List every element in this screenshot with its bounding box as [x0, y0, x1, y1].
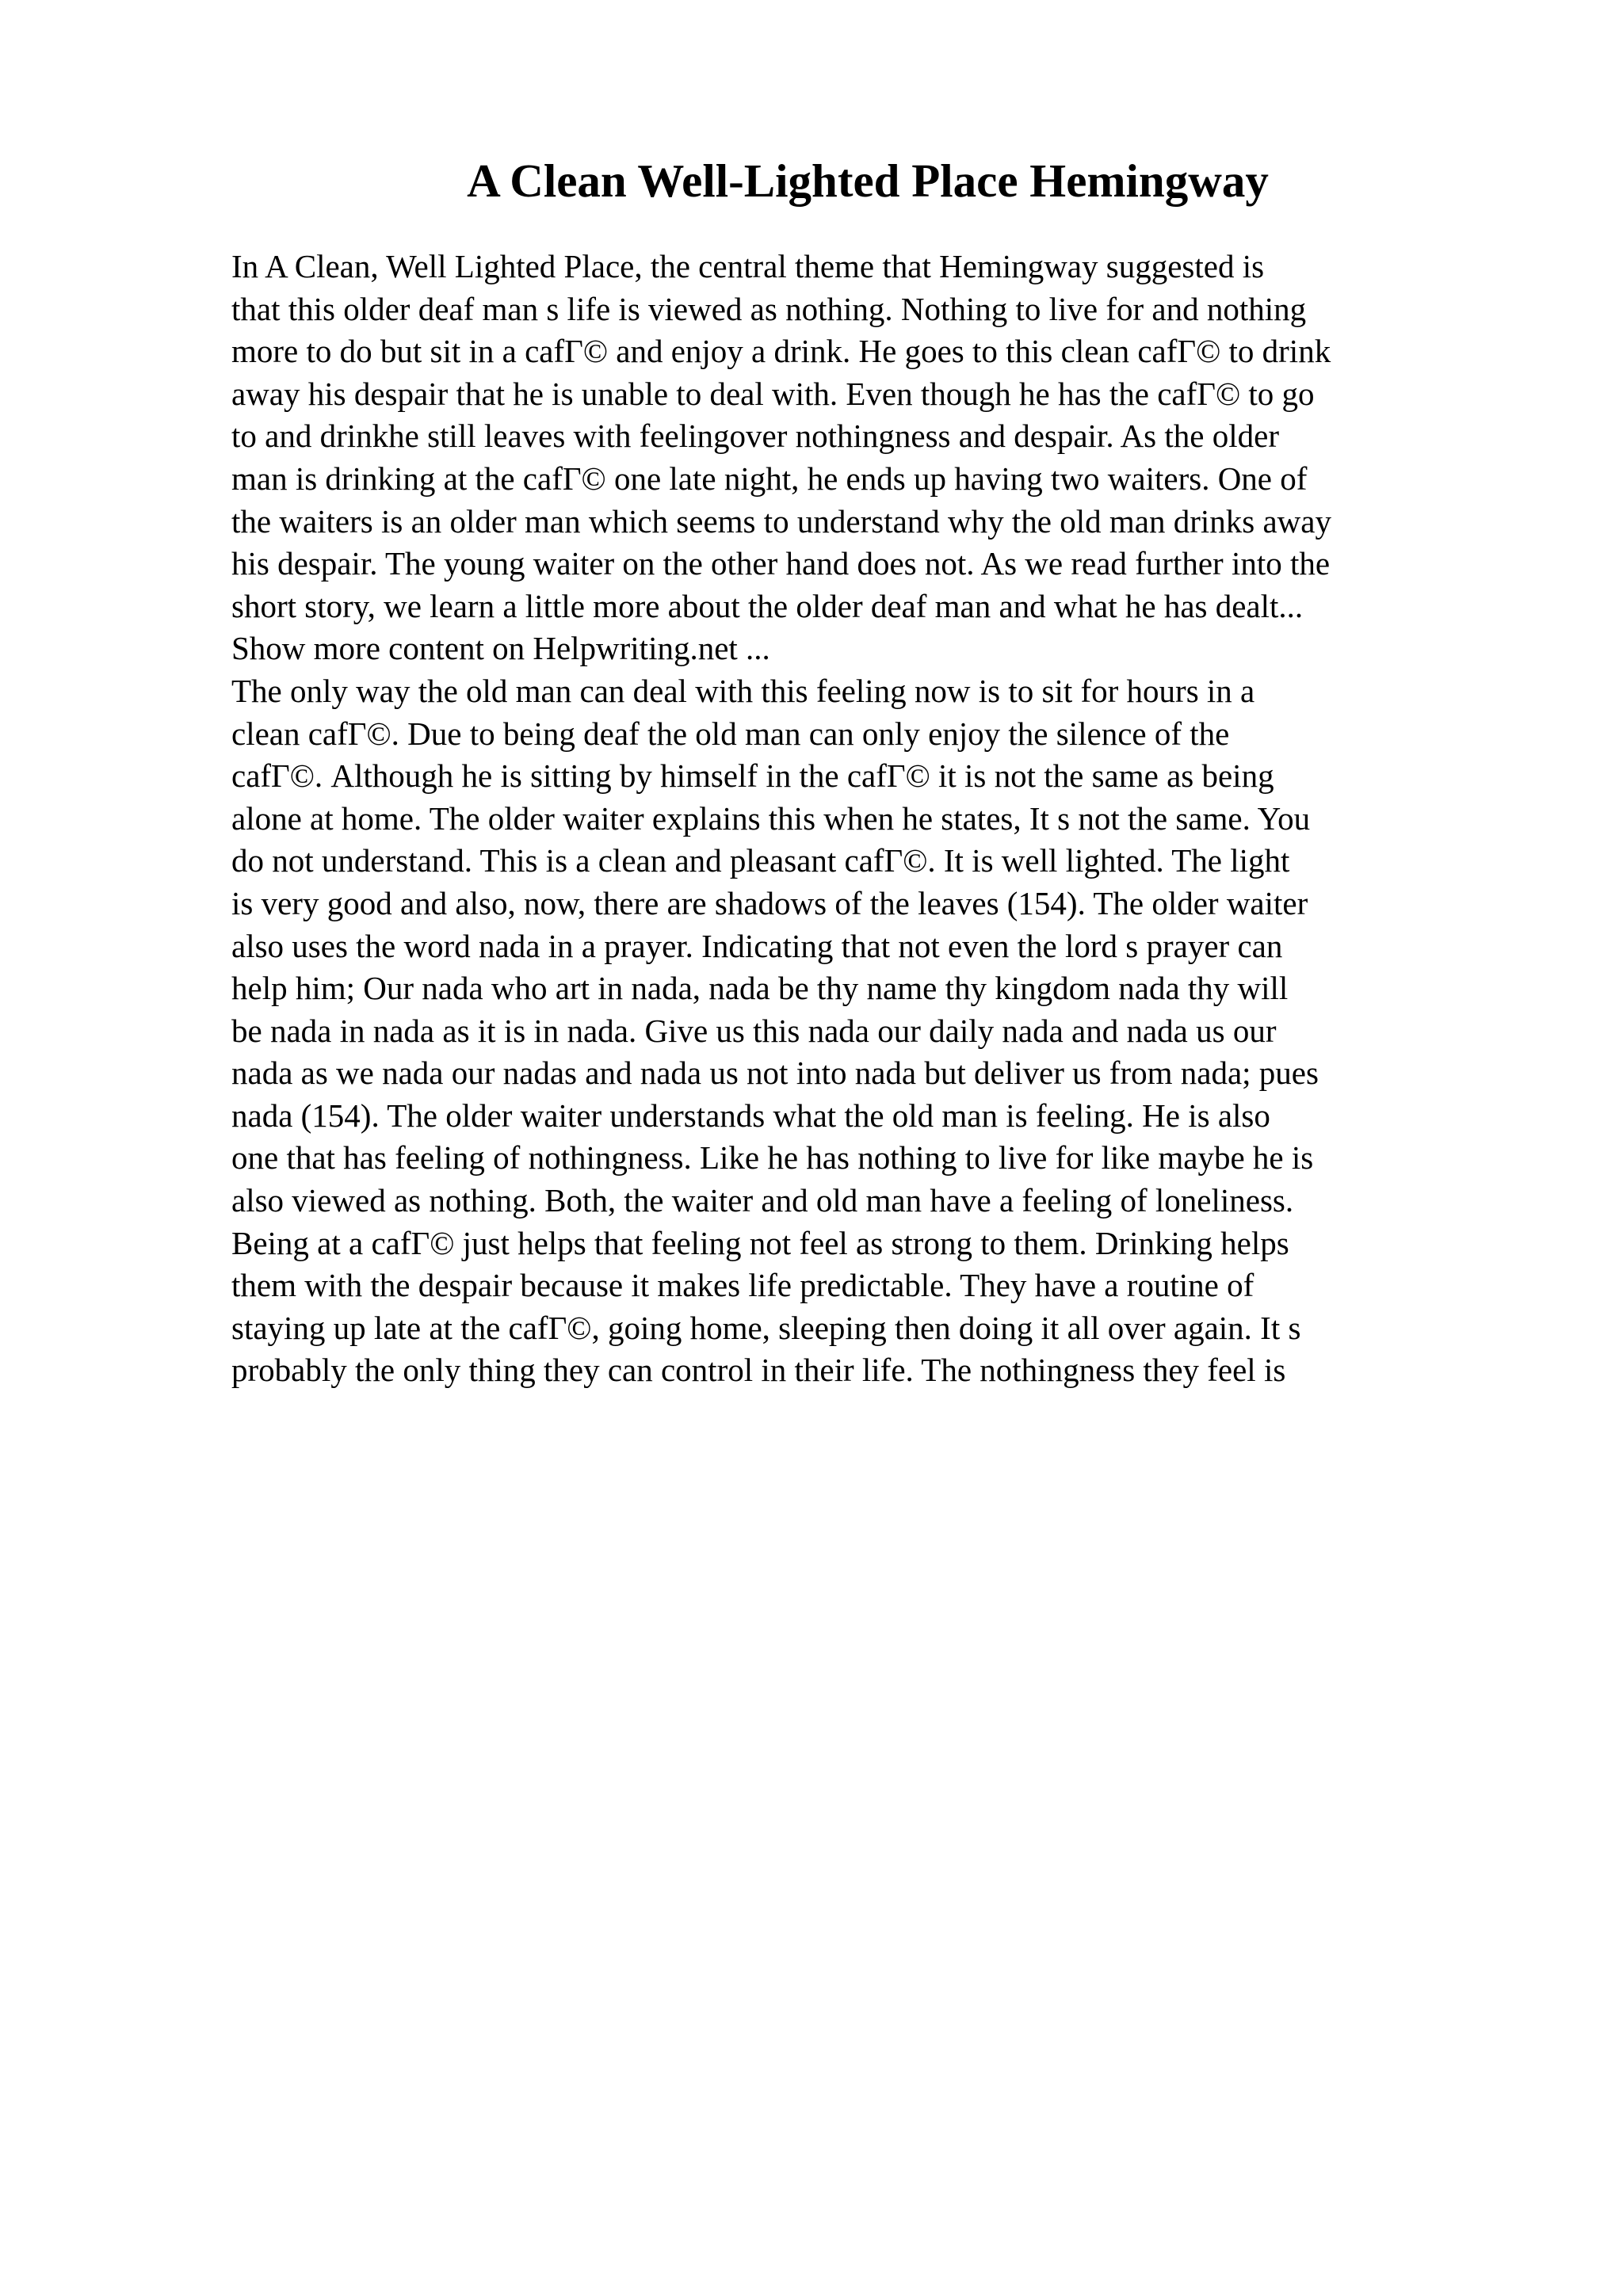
text-line: to and drinkhe still leaves with feelingover nothingness and despair. As the older: [231, 418, 1279, 455]
text-line: In A Clean, Well Lighted Place, the central theme that Hemingway suggested is: [231, 248, 1265, 284]
text-line: nada as we nada our nadas and nada us not into nada but deliver us from nada; pues: [231, 1055, 1319, 1092]
text-line: them with the despair because it makes life predictable. They have a routine of: [231, 1267, 1254, 1304]
text-line: be nada in nada as it is in nada. Give us this nada our daily nada and nada us our: [231, 1012, 1277, 1049]
text-line: short story, we learn a little more about the older deaf man and what he has dealt...: [231, 587, 1304, 624]
text-line: clean cafГ©. Due to being deaf the old man can only enjoy the silence of the: [231, 715, 1230, 752]
text-line: more to do but sit in a cafГ© and enjoy a drink. He goes to this clean cafГ© to drink: [231, 333, 1331, 370]
text-line: also uses the word nada in a prayer. Indicating that not even the lord s prayer can: [231, 927, 1283, 964]
text-line: the waiters is an older man which seems to understand why the old man drinks away: [231, 502, 1331, 540]
text-line: alone at home. The older waiter explains this when he states, It s not the same. You: [231, 799, 1311, 837]
text-line: his despair. The young waiter on the other hand does not. As we read further into the: [231, 545, 1331, 582]
text-line: one that has feeling of nothingness. Like he has nothing to live for like maybe he is: [231, 1139, 1314, 1177]
text-line: help him; Our nada who art in nada, nada be thy name thy kingdom nada thy will: [231, 970, 1289, 1007]
text-line: Being at a cafГ© just helps that feeling not feel as strong to them. Drinking helps: [231, 1224, 1289, 1261]
text-line: nada (154). The older waiter understands what the old man is feeling. He is also: [231, 1097, 1270, 1134]
text-line: away his despair that he is unable to deal with. Even though he has the cafГ© to go: [231, 375, 1315, 412]
text-line: cafГ©. Although he is sitting by himself in the cafГ© it is not the same as being: [231, 757, 1274, 795]
show-more-link[interactable]: Show more content on Helpwriting.net ...: [231, 630, 770, 667]
text-line: The only way the old man can deal with this feeling now is to sit for hours in a: [231, 672, 1255, 709]
text-line: that this older deaf man s life is viewed as nothing. Nothing to live for and nothing: [231, 290, 1307, 327]
text-line: is very good and also, now, there are shadows of the leaves (154). The older waiter: [231, 884, 1308, 921]
text-line: also viewed as nothing. Both, the waiter and old man have a feeling of loneliness.: [231, 1182, 1294, 1219]
text-line: staying up late at the cafГ©, going home, sleeping then doing it all over again. It s: [231, 1309, 1301, 1346]
document-title: A Clean Well-Lighted Place Hemingway: [467, 154, 1269, 207]
text-line: man is drinking at the cafГ© one late night, he ends up having two waiters. One of: [231, 460, 1308, 497]
document-body: [231, 246, 1579, 1392]
text-line: probably the only thing they can control in their life. The nothingness they feel is: [231, 1352, 1286, 1389]
text-line: do not understand. This is a clean and pleasant cafГ©. It is well lighted. The light: [231, 842, 1290, 879]
